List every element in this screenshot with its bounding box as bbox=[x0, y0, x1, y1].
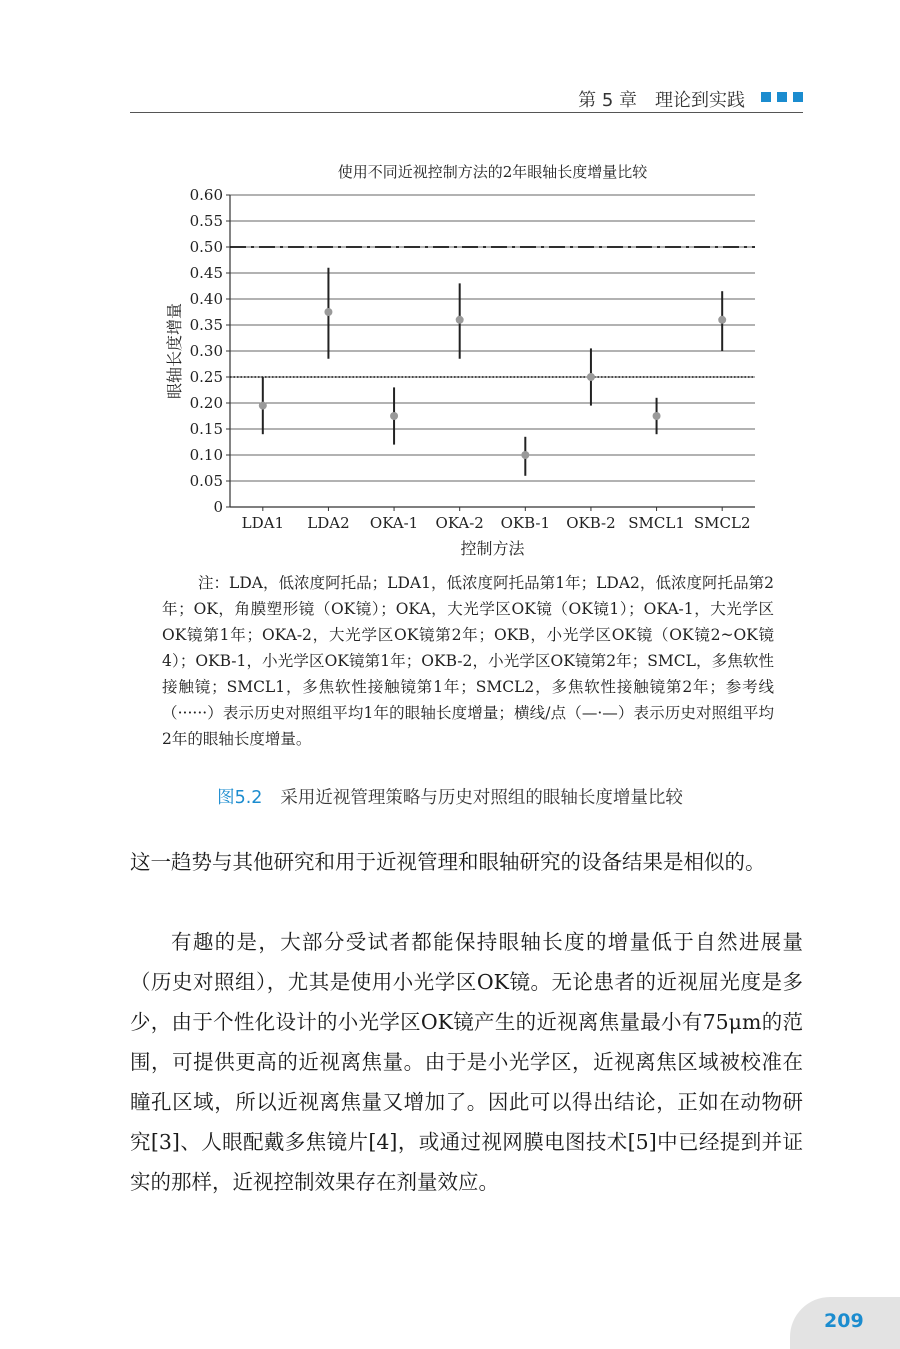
y-tick-label: 0.40 bbox=[189, 290, 223, 308]
y-axis-label: 眼轴长度增量 bbox=[165, 302, 184, 400]
square-icon bbox=[761, 92, 771, 102]
paragraph-2: 有趣的是，大部分受试者都能保持眼轴长度的增量低于自然进展量（历史对照组），尤其是使用小光学区OK镜。无论患者的近视屈光度是多少，由于个性化设计的小光学区OK镜产生的近视离焦量最小有75μm的范围，可提供更高的近视离焦量。由于是小光学区，近视离焦区域被校准在瞳孔区域，所以近视离焦量又增加了。因此可以得出结论，正如在动物研究[3]、人眼配戴多焦镜片[4]，或通过视网膜电图技术[5]中已经提到并证实的那样，近视控制效果存在剂量效应。 bbox=[130, 930, 803, 1194]
x-tick-label: SMCL2 bbox=[693, 514, 751, 532]
header-decoration bbox=[761, 92, 803, 102]
x-tick-label: OKA-2 bbox=[435, 514, 484, 532]
chart-title: 使用不同近视控制方法的2年眼轴长度增量比较 bbox=[337, 163, 648, 181]
x-tick-label: SMCL1 bbox=[628, 514, 685, 532]
data-point bbox=[653, 412, 661, 420]
axial-length-chart bbox=[150, 150, 770, 565]
figure-caption-text: 采用近视管理策略与历史对照组的眼轴长度增量比较 bbox=[280, 788, 683, 808]
y-tick-label: 0.15 bbox=[189, 420, 223, 438]
page-number: 209 bbox=[824, 1310, 864, 1332]
data-point bbox=[456, 316, 464, 324]
data-point bbox=[259, 402, 267, 410]
x-axis-label: 控制方法 bbox=[460, 539, 525, 558]
data-point bbox=[390, 412, 398, 420]
y-tick-label: 0.50 bbox=[189, 238, 223, 256]
x-tick-label: LDA1 bbox=[241, 514, 284, 532]
data-point bbox=[521, 451, 529, 459]
y-tick-label: 0.35 bbox=[189, 316, 223, 334]
square-icon bbox=[777, 92, 787, 102]
data-point bbox=[324, 308, 332, 316]
y-tick-label: 0.05 bbox=[189, 472, 223, 490]
y-tick-label: 0.45 bbox=[189, 264, 223, 282]
x-tick-label: LDA2 bbox=[307, 514, 350, 532]
data-point bbox=[718, 316, 726, 324]
y-tick-label: 0.30 bbox=[189, 342, 223, 360]
data-point bbox=[587, 373, 595, 381]
figure-number: 图5.2 bbox=[217, 788, 263, 808]
y-tick-label: 0.60 bbox=[189, 186, 223, 204]
square-icon bbox=[793, 92, 803, 102]
y-tick-label: 0.20 bbox=[189, 394, 223, 412]
x-tick-label: OKA-1 bbox=[369, 514, 419, 532]
y-tick-label: 0 bbox=[213, 498, 223, 516]
y-tick-label: 0.10 bbox=[189, 446, 223, 464]
page-number-tab bbox=[790, 1297, 900, 1349]
running-header bbox=[130, 82, 803, 113]
figure-note: 注：LDA，低浓度阿托品；LDA1，低浓度阿托品第1年；LDA2，低浓度阿托品第2年；OK，角膜塑形镜（OK镜）；OKA，大光学区OK镜（OK镜1）；OKA-1，大光学区OK镜第1年；OKA-2，大光学区OK镜第2年；OKB，小光学区OK镜（OK镜2~OK镜4）；OKB-1，小光学区OK镜第1年；OKB-2，小光学区OK镜第2年；SMCL，多焦软性接触镜；SMCL1，多焦软性接触镜第1年；SMCL2，多焦软性接触镜第2年；参考线（······）表示历史对照组平均1年的眼轴长度增量；横线/点（—·—）表示历史对照组平均2年的眼轴长度增量。 bbox=[162, 574, 774, 748]
figure-caption bbox=[0, 784, 900, 809]
x-tick-label: OKB-1 bbox=[500, 514, 551, 532]
chapter-title: 第 5 章 理论到实践 bbox=[578, 90, 745, 111]
y-tick-label: 0.25 bbox=[189, 368, 223, 386]
paragraph-1: 这一趋势与其他研究和用于近视管理和眼轴研究的设备结果是相似的。 bbox=[130, 850, 766, 874]
y-tick-label: 0.55 bbox=[189, 212, 223, 230]
x-tick-label: OKB-2 bbox=[566, 514, 616, 532]
